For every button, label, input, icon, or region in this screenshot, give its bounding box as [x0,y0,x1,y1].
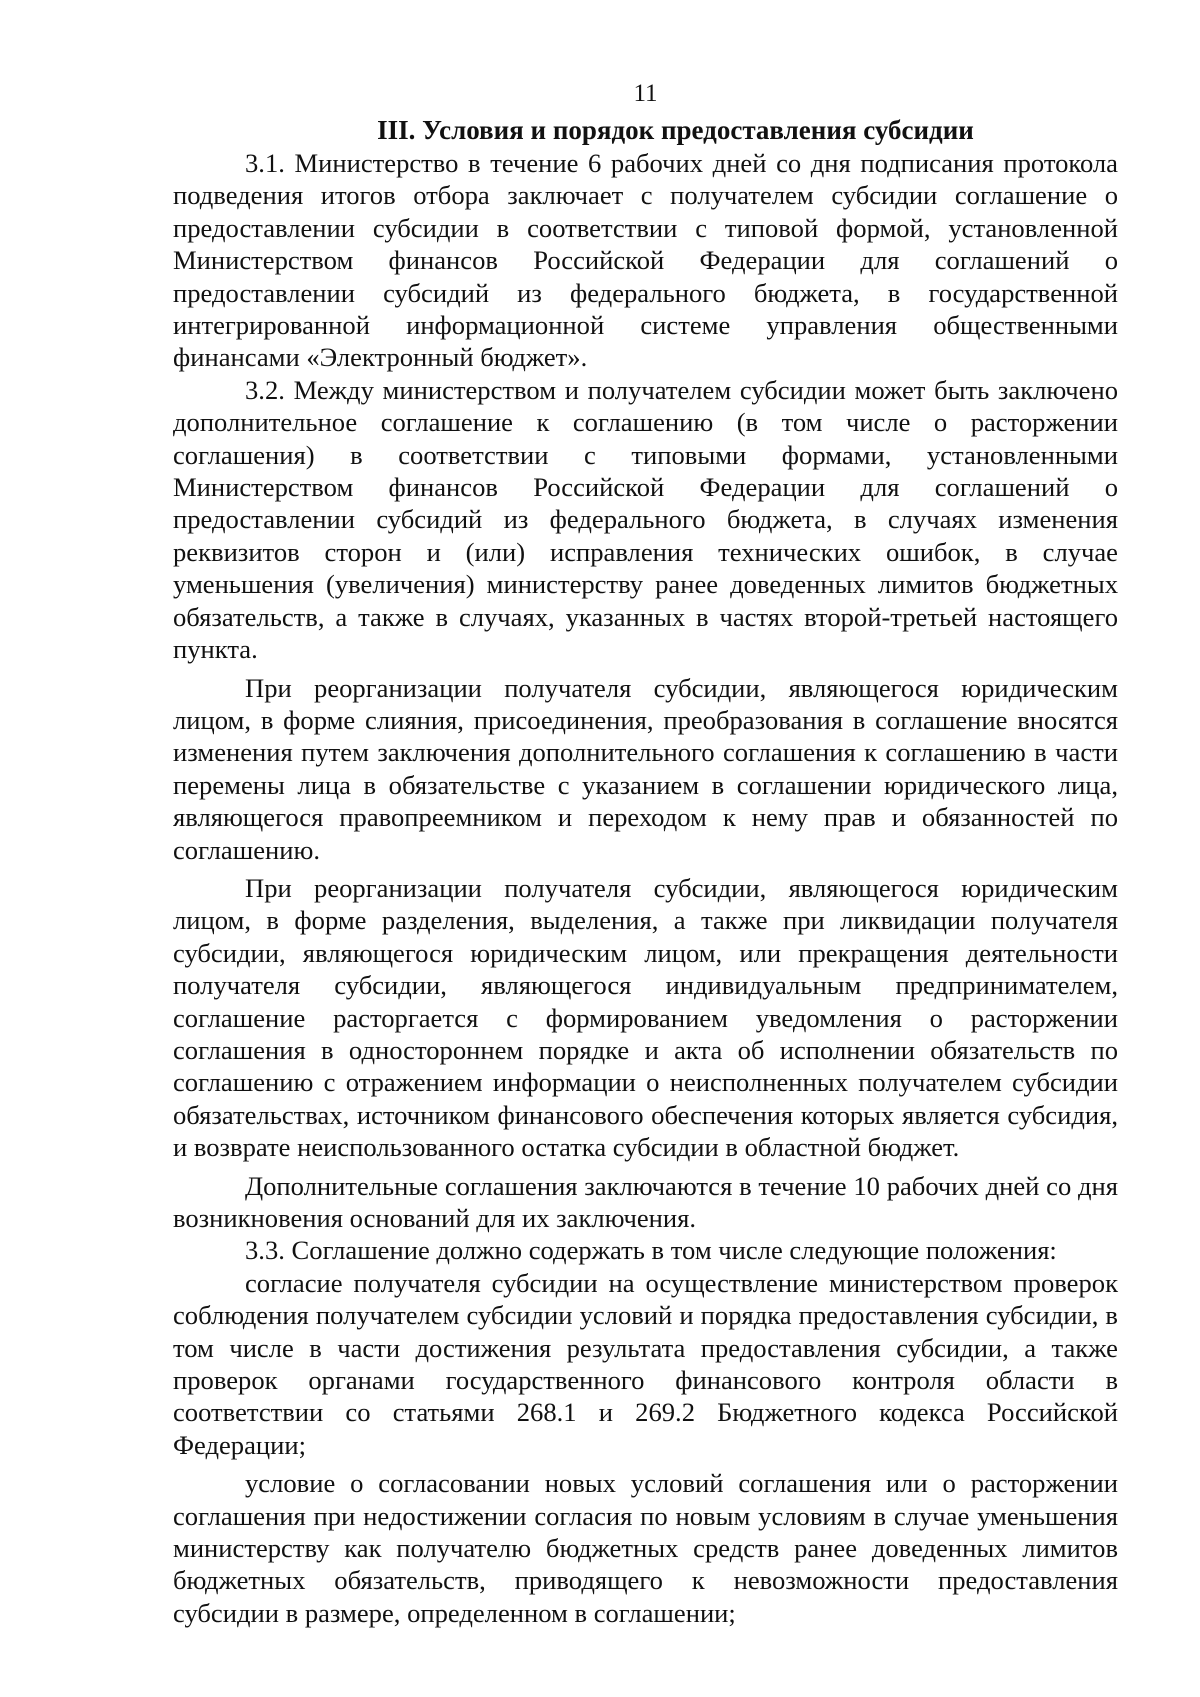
document-page [173,76,1118,1629]
page-number: 11 [633,80,658,107]
paragraph-3-2: 3.2. Между министерством и получателем субсидии может быть заключено дополнительное соглашение к соглашению (в том числе о расторжении соглашения) в соответствии с типовыми формами, установленными Министерством финансов Российской Федерации для соглашений о предоставлении субсидий из федерального бюджета, в случаях изменения реквизитов сторон и (или) исправления технических ошибок, в случае уменьшения (увеличения) министерству ранее доведенных лимитов бюджетных обязательств, а также в случаях, указанных в частях второй-третьей настоящего пункта. [173,374,1118,665]
section-title: III. Условия и порядок предоставления субсидии [377,115,974,145]
paragraph-reorganization-merger: При реорганизации получателя субсидии, являющегося юридическим лицом, в форме слияния, присоединения, преобразования в соглашение вносятся изменения путем заключения дополнительного соглашения к соглашению в части перемены лица в обязательстве с указанием в соглашении юридического лица, являющегося правопреемником и переходом к нему прав и обязанностей по соглашению. [173,672,1118,865]
paragraph-3-3: 3.3. Соглашение должно содержать в том числе следующие положения: [245,1235,1057,1266]
paragraph-consent-checks: согласие получателя субсидии на осуществление министерством проверок соблюдения получателем субсидии условий и порядка предоставления субсидии, в том числе в части достижения результата предоставления субсидии, а также проверок органами государственного финансового контроля области в соответствии со статьями 268.1 и 269.2 Бюджетного кодекса Российской Федерации; [173,1267,1118,1460]
paragraph-additional-agreements: Дополнительные соглашения заключаются в течение 10 рабочих дней со дня возникновения оснований для их заключения. [173,1170,1118,1233]
paragraph-reorganization-division: При реорганизации получателя субсидии, являющегося юридическим лицом, в форме разделения, выделения, а также при ликвидации получателя субсидии, являющегося юридическим лицом, или прекращения деятельности получателя субсидии, являющегося индивидуальным предпринимателем, соглашение расторгается с формированием уведомления о расторжении соглашения в одностороннем порядке и акта об исполнении обязательств по соглашению с отражением информации о неисполненных получателем субсидии обязательствах, источником финансового обеспечения которых является субсидия, и возврате неиспользованного остатка субсидии в областной бюджет. [173,872,1118,1163]
paragraph-3-1: 3.1. Министерство в течение 6 рабочих дней со дня подписания протокола подведения итогов отбора заключает с получателем субсидии соглашение о предоставлении субсидии в соответствии с типовой формой, установленной Министерством финансов Российской Федерации для соглашений о предоставлении субсидий из федерального бюджета, в государственной интегрированной информационной системе управления общественными финансами «Электронный бюджет». [173,148,1118,373]
paragraph-new-conditions: условие о согласовании новых условий соглашения или о расторжении соглашения при недостижении согласия по новым условиям в случае уменьшения министерству как получателю бюджетных средств ранее доведенных лимитов бюджетных обязательств, приводящего к невозможности предоставления субсидии в размере, определенном в соглашении; [173,1468,1118,1628]
